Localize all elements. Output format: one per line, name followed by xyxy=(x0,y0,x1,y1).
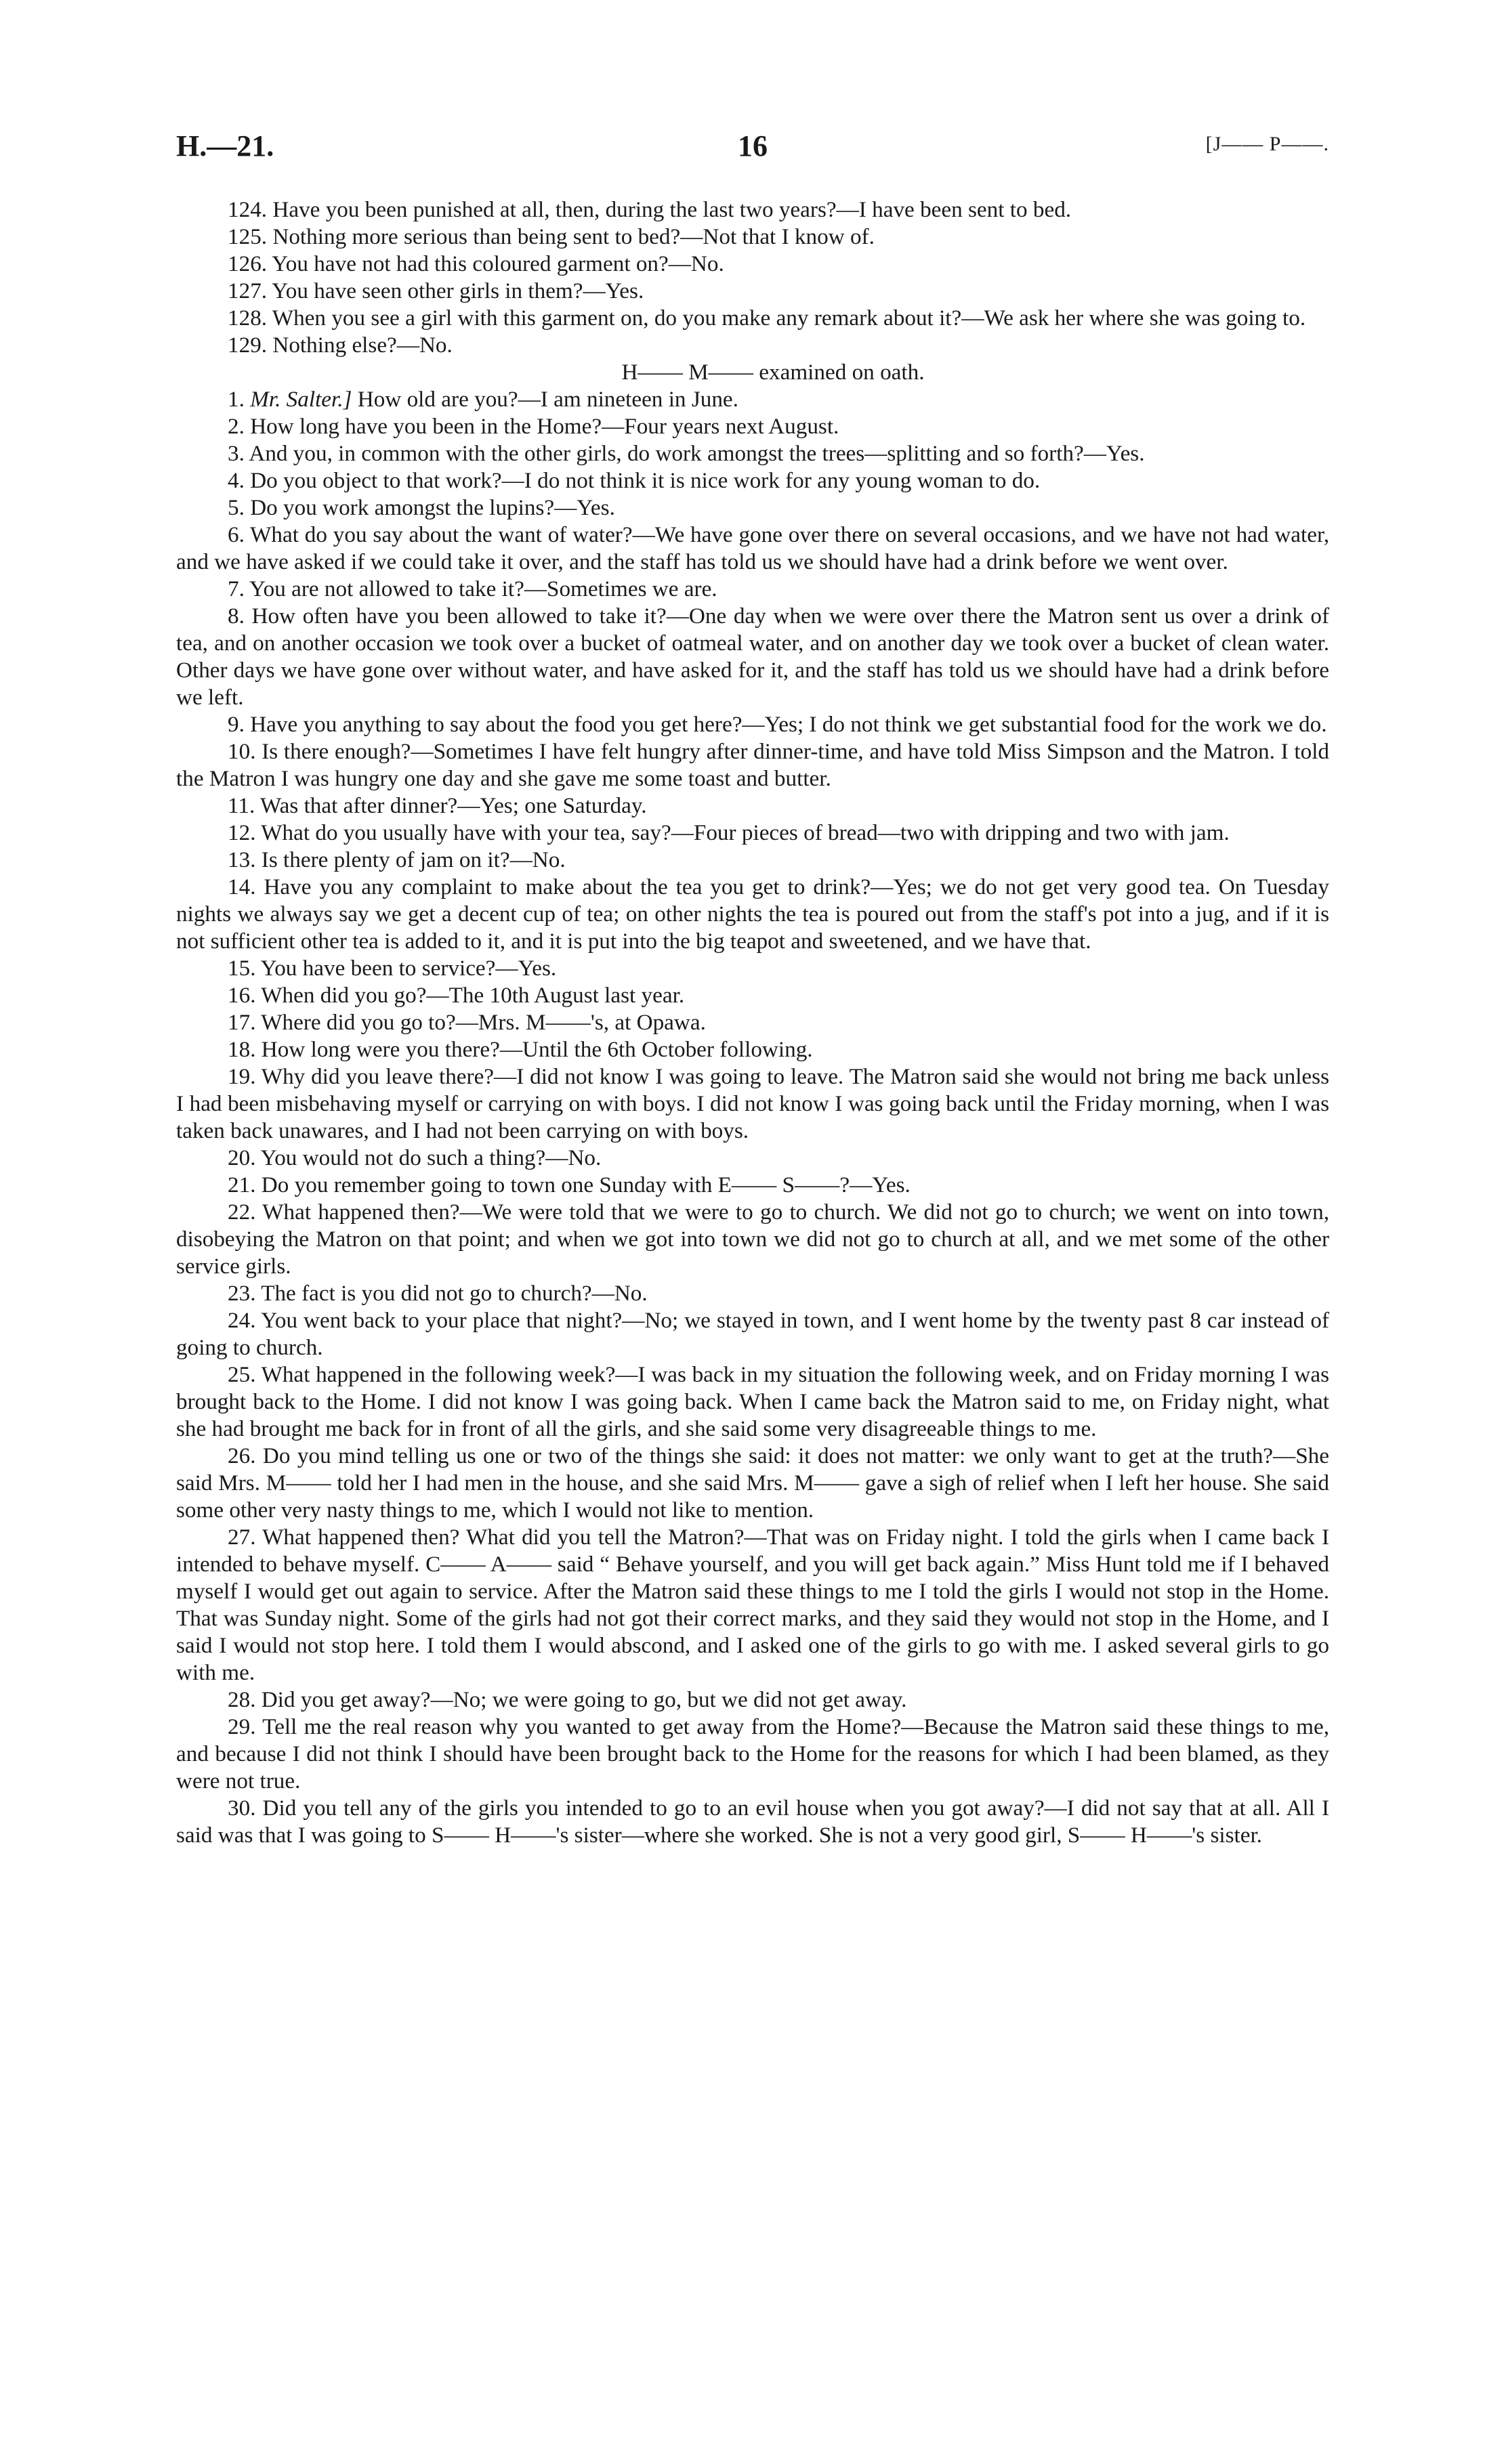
question-text: You have seen other girls in them?—Yes. xyxy=(272,278,644,303)
question-number: 21. xyxy=(228,1172,256,1197)
testimony-paragraph xyxy=(176,738,1329,792)
question-number: 128. xyxy=(228,305,268,331)
testimony-paragraph xyxy=(176,413,1329,440)
testimony xyxy=(176,413,1329,1849)
question-text: Did you get away?—No; we were going to go, but we did not get away. xyxy=(261,1687,907,1712)
question-number: 124. xyxy=(228,197,268,222)
question-text: Is there enough?—Sometimes I have felt hungry after dinner-time, and have told Miss Simpson and the Matron. I told the Matron I was hungry one day and she gave me some toast and butter. xyxy=(176,739,1330,791)
testimony-paragraph xyxy=(176,982,1329,1009)
question-number: 19. xyxy=(228,1064,256,1089)
question-text: How old are you?—I am nineteen in June. xyxy=(357,387,738,412)
testimony-paragraph xyxy=(176,440,1329,467)
section-heading: H—— M—— examined on oath. xyxy=(621,360,925,385)
question-text: Did you tell any of the girls you intended to go to an evil house when you got away?—I did not say that at all. All I said was that I was going to S—— H——'s sister—where she worked. She is not a very good girl, S—— H——'s sister. xyxy=(176,1796,1329,1848)
question-text: You are not allowed to take it?—Sometimes we are. xyxy=(249,576,717,601)
page-number: 16 xyxy=(738,129,768,163)
question-number: 20. xyxy=(228,1145,256,1170)
question-text: Where did you go to?—Mrs. M——'s, at Opawa. xyxy=(261,1010,706,1035)
question-text: How often have you been allowed to take it?—One day when we were over there the Matron sent us over a drink of tea, and on another occasion we took over a bucket of oatmeal water, and on another day we took over a bucket of clean water. Other days we have gone over without water, and have asked for it, and the staff has told us we should have had a drink before we left. xyxy=(176,603,1329,710)
question-number: 17. xyxy=(228,1010,256,1035)
testimony-paragraph xyxy=(176,1714,1329,1795)
question-text: What do you say about the want of water?—We have gone over there on several occasions, and we have not had water, and we have asked if we could take it over, and the staff has told us we should have had a drink before we went over. xyxy=(176,522,1329,574)
question-text: You went back to your place that night?—No; we stayed in town, and I went home by the twenty past 8 car instead of going to church. xyxy=(176,1308,1329,1360)
question-number: 2. xyxy=(228,414,245,439)
testimony-paragraph xyxy=(176,576,1329,603)
question-number: 126. xyxy=(228,251,268,276)
testimony-paragraph xyxy=(176,1145,1329,1172)
testimony-paragraph xyxy=(176,955,1329,982)
question-number: 1. xyxy=(228,387,245,412)
question-number: 22. xyxy=(228,1199,256,1225)
question-number: 129. xyxy=(228,333,268,358)
testimony-paragraph xyxy=(176,874,1329,955)
question-number: 26. xyxy=(228,1443,256,1468)
testimony-paragraph xyxy=(176,820,1329,847)
testimony-paragraph xyxy=(176,494,1329,522)
testimony-paragraph xyxy=(176,386,1329,413)
question-text: How long were you there?—Until the 6th October following. xyxy=(261,1037,813,1062)
testimony-paragraph xyxy=(176,467,1329,494)
testimony-paragraph xyxy=(176,251,1329,278)
question-number: 18. xyxy=(228,1037,256,1062)
question-number: 16. xyxy=(228,983,256,1008)
question-text: Have you anything to say about the food you get here?—Yes; I do not think we get substantial food for the work we do. xyxy=(250,712,1327,737)
question-text: Is there plenty of jam on it?—No. xyxy=(261,847,566,872)
testimony-paragraph xyxy=(176,1199,1329,1280)
witness-header: [J—— P——. xyxy=(1205,133,1329,155)
question-number: 7. xyxy=(228,576,245,601)
question-number: 11. xyxy=(228,793,255,818)
question-number: 5. xyxy=(228,495,245,520)
question-text: Have you been punished at all, then, during the last two years?—I have been sent to bed. xyxy=(272,197,1072,222)
question-text: Nothing else?—No. xyxy=(272,333,453,358)
testimony-paragraph xyxy=(176,278,1329,305)
question-number: 30. xyxy=(228,1796,256,1821)
question-text: What do you usually have with your tea, say?—Four pieces of bread—two with dripping and two with jam. xyxy=(261,820,1230,845)
question-text: Do you object to that work?—I do not think it is nice work for any young woman to do. xyxy=(250,468,1041,493)
question-number: 14. xyxy=(228,874,256,899)
report-code: H.—21. xyxy=(176,129,274,163)
page-header xyxy=(176,129,1329,176)
question-text: The fact is you did not go to church?—No. xyxy=(261,1281,648,1306)
question-text: You have been to service?—Yes. xyxy=(260,956,557,981)
testimony-paragraph xyxy=(176,1063,1329,1145)
question-text: You would not do such a thing?—No. xyxy=(260,1145,602,1170)
testimony-paragraph xyxy=(176,1361,1329,1443)
question-number: 24. xyxy=(228,1308,256,1333)
question-number: 12. xyxy=(228,820,256,845)
question-text: Why did you leave there?—I did not know I was going to leave. The Matron said she would not bring me back unless I had been misbehaving myself or carrying on with boys. I did not know I was going back until the Friday morning, when I was taken back unawares, and I had not been carrying on with boys. xyxy=(176,1064,1329,1143)
question-text: What happened then?—We were told that we were to go to church. We did not go to church; we went on into town, disobeying the Matron on that point; and when we got into town we did not go to church at all, and we met some of the other service girls. xyxy=(176,1199,1329,1279)
question-text: Do you mind telling us one or two of the things she said: it does not matter: we only want to get at the truth?—She said Mrs. M—— told her I had men in the house, and she said Mrs. M—— gave a sigh of relief when I left her house. She said some other very nasty things to me, which I would not like to mention. xyxy=(176,1443,1329,1523)
testimony-paragraph xyxy=(176,1686,1329,1714)
speaker-name: Mr. Salter.] xyxy=(250,387,352,412)
question-number: 13. xyxy=(228,847,256,872)
question-number: 23. xyxy=(228,1281,256,1306)
testimony-paragraph xyxy=(176,711,1329,738)
testimony-paragraph xyxy=(176,792,1329,820)
question-text: Do you remember going to town one Sunday with E—— S——?—Yes. xyxy=(261,1172,911,1197)
testimony-paragraph xyxy=(176,196,1329,224)
testimony-paragraph xyxy=(176,1172,1329,1199)
question-number: 28. xyxy=(228,1687,256,1712)
question-text: What happened then? What did you tell the Matron?—That was on Friday night. I told the girls when I came back I intended to behave myself. C—— A—— said “ Behave yourself, and you will get back again.” Miss Hunt told me if I behaved myself I would get out again to service. After the Matron said these things to me I told the girls I would not stop in the Home. That was Sunday night. Some of the girls had not got their correct marks, and they said they would not stop in the Home, and I said I would not stop here. I told them I would abscond, and I asked one of the girls to go with me. I asked several girls to go with me. xyxy=(176,1525,1329,1685)
question-number: 25. xyxy=(228,1362,256,1387)
testimony-paragraph xyxy=(176,603,1329,711)
question-text: Tell me the real reason why you wanted to get away from the Home?—Because the Matron said these things to me, and because I did not think I should have been brought back to the Home for the reasons for which I had been blamed, as they were not true. xyxy=(176,1714,1330,1793)
question-number: 125. xyxy=(228,224,268,249)
previous-testimony xyxy=(176,196,1329,359)
question-number: 10. xyxy=(228,739,256,764)
question-number: 27. xyxy=(228,1525,256,1550)
question-number: 9. xyxy=(228,712,245,737)
question-text: Was that after dinner?—Yes; one Saturday. xyxy=(259,793,647,818)
testimony-paragraph xyxy=(176,1307,1329,1361)
question-text: How long have you been in the Home?—Four years next August. xyxy=(250,414,839,439)
testimony-paragraph xyxy=(176,1280,1329,1307)
testimony-paragraph xyxy=(176,332,1329,359)
question-text: Nothing more serious than being sent to bed?—Not that I know of. xyxy=(272,224,875,249)
testimony-paragraph xyxy=(176,305,1329,332)
question-text: And you, in common with the other girls, do work amongst the trees—splitting and so forth?—Yes. xyxy=(249,441,1145,466)
question-number: 29. xyxy=(228,1714,256,1739)
question-text: Do you work amongst the lupins?—Yes. xyxy=(250,495,615,520)
question-number: 4. xyxy=(228,468,245,493)
question-text: What happened in the following week?—I was back in my situation the following week, and on Friday morning I was brought back to the Home. I did not know I was going back. When I came back the Matron said to me, on Friday night, what she had brought me back for in front of all the girls, and she said some very disagreeable things to me. xyxy=(176,1362,1329,1441)
testimony-paragraph xyxy=(176,1524,1329,1686)
testimony-paragraph xyxy=(176,224,1329,251)
testimony-paragraph xyxy=(176,1036,1329,1063)
question-number: 8. xyxy=(228,603,245,629)
testimony-paragraph xyxy=(176,522,1329,576)
question-text: When you see a girl with this garment on, do you make any remark about it?—We ask her where she was going to. xyxy=(272,305,1306,331)
testimony-paragraph xyxy=(176,1443,1329,1524)
question-number: 6. xyxy=(228,522,245,547)
question-text: When did you go?—The 10th August last year. xyxy=(261,983,685,1008)
question-number: 127. xyxy=(228,278,268,303)
question-text: You have not had this coloured garment on?—No. xyxy=(272,251,724,276)
testimony-paragraph xyxy=(176,1795,1329,1849)
question-number: 15. xyxy=(228,956,256,981)
testimony-paragraph xyxy=(176,847,1329,874)
document-body xyxy=(176,196,1329,1849)
testimony-paragraph xyxy=(176,1009,1329,1036)
question-text: Have you any complaint to make about the tea you get to drink?—Yes; we do not get very good tea. On Tuesday nights we always say we get a decent cup of tea; on other nights the tea is poured out from the staff's pot into a jug, and if it is not sufficient other tea is added to it, and it is put into the big teapot and sweetened, and we have that. xyxy=(176,874,1329,954)
question-number: 3. xyxy=(228,441,245,466)
